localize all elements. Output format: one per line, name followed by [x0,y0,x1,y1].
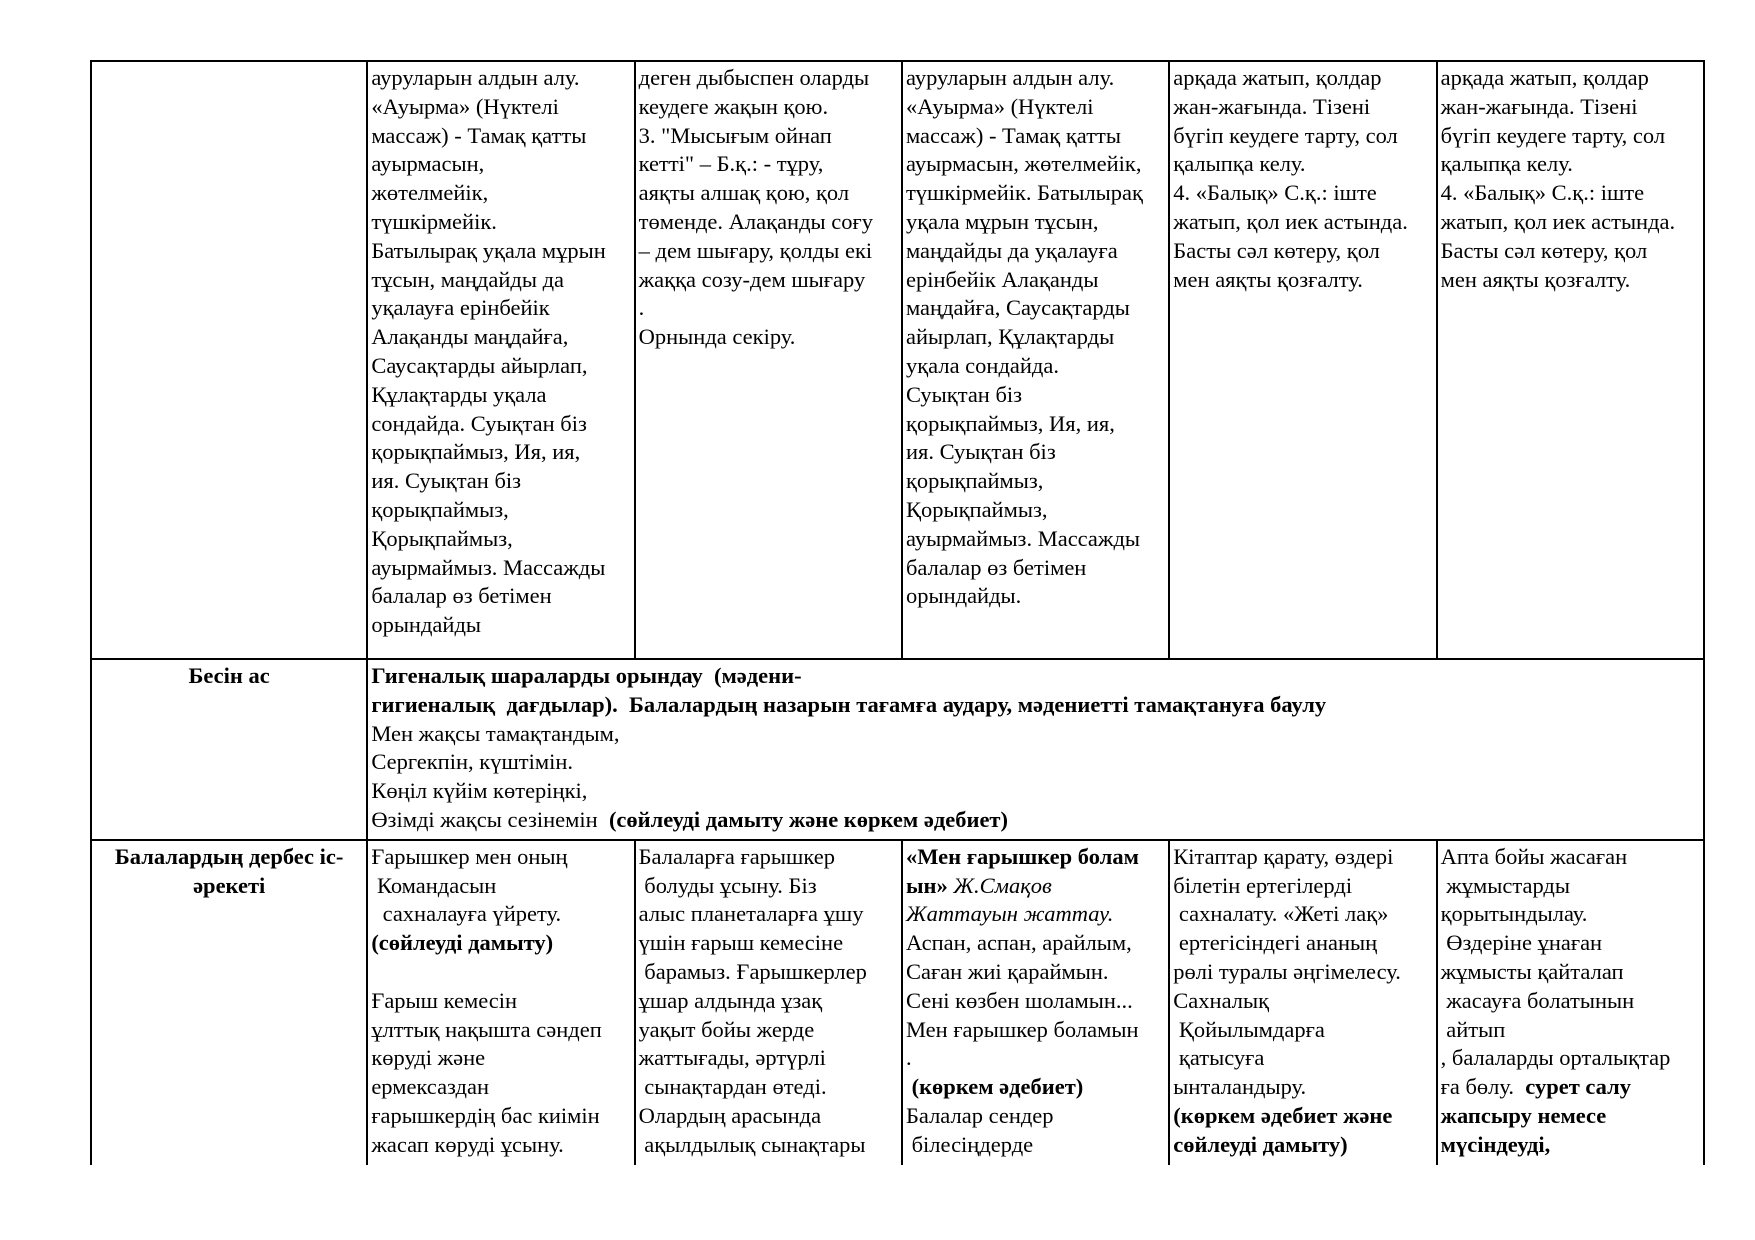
text-line: Қойылымдарға [1173,1016,1325,1042]
text-line: жасап көруді ұсыну. [371,1131,564,1157]
text-line: қалыпқа келу. [1440,151,1573,177]
text-line: Қорықпаймыз, [905,496,1048,522]
text-line: жан-жағында. Тізені [1173,93,1371,119]
text-line: арқада жатып, қолдар [1440,65,1649,90]
text-line: білетін ертегілерді [1173,872,1353,898]
text-line: қалыпқа келу. [1173,151,1306,177]
text-line: ауруларын алдын алу. [371,65,580,90]
text-line: орындайды [371,612,482,638]
text-line: жасауға болатынын [1440,987,1635,1013]
cell-tuesday [635,61,902,659]
text-line: ертегісіндегі ананың [1173,930,1378,956]
text-line: алыс планеталарға ұшу [638,901,864,927]
poem-line: Аспан, аспан, арайлым, [905,930,1132,956]
text-line: уақыт бойы жерде [638,1016,815,1042]
text-line: жан-жағында. Тізені [1440,93,1638,119]
text-line: уқалауға ерінбейік [371,295,550,321]
text-line: ауырмаймыз. Массажды [905,525,1141,551]
text-line: Кітаптар қарату, өздері [1173,843,1394,869]
text-line: орындайды. [905,583,1022,609]
text-line: Құлақтарды уқала [371,381,547,407]
text-line: «Ауырма» (Нүктелі [371,93,559,119]
text-line: Командасын [371,872,497,898]
text-line: үшін ғарыш кемесіне [638,930,844,956]
text-line: – дем шығару, қолды екі [638,237,873,263]
text-line: Қорықпаймыз, [371,525,513,551]
text-line: түшкірмейік. Батылырақ [905,180,1143,206]
table-row [91,659,1704,840]
text-line: Басты сәл көтеру, қол [1440,237,1648,263]
text-line: балалар өз бетімен [905,554,1087,580]
text-line: ғарышкердің бас киімін [371,1102,600,1128]
text-line: Апта бойы жасаған [1440,843,1628,869]
text-line: балалар өз бетімен [371,583,552,609]
text-line: Гигеналық шараларды орындау (мәдени- [371,663,802,688]
cell-thursday [1169,840,1436,1165]
text-line: деген дыбыспен оларды [638,65,870,90]
text-line: жұмыстарды [1440,872,1570,898]
text-line: барамыз. Ғарышкерлер [638,958,867,984]
text-line: ауырмасын, [371,151,485,177]
text-line: кеудеге жақын қою. [638,93,829,119]
cell-friday [1437,840,1704,1165]
text-line: мен аяқты қозғалту. [1440,266,1631,292]
text-line: сондайда. Суықтан біз [371,410,587,436]
cell-tuesday [635,840,902,1165]
text-line: Сахналық [1173,987,1270,1013]
text-line: тұсын, маңдайды да [371,266,565,292]
text-line: массаж) - Тамақ қатты [905,122,1121,148]
cell-monday [367,61,634,659]
text-line: сынақтардан өтеді. [638,1074,827,1100]
poem-title-end: ын» [905,872,948,898]
text-line: ия. Суықтан біз [905,439,1056,465]
poem-line: Мен жақсы тамақтандым, [371,720,620,746]
text-line: бүгіп кеудеге тарту, сол [1173,122,1398,148]
text-line: 3. "Мысығым ойнап [638,122,832,148]
subject-tag: (сөйлеуді дамыту) [371,930,554,956]
table-row [91,840,1704,1165]
text-line: ия. Суықтан біз [371,468,522,494]
subject-tag: (сөйлеуді дамыту және көркем әдебиет) [608,806,1008,832]
poem-line: Көңіл күйім көтеріңкі, [371,778,588,804]
text-line: ұшар алдында ұзақ [638,987,823,1013]
text-line: көруді және [371,1045,486,1071]
text-line: Балалар сендер [905,1102,1054,1128]
text-line: қорықпаймыз, [371,496,509,522]
text-line: әрекеті [193,872,266,898]
text-line: айтып [1440,1016,1506,1042]
subject-tag: (көркем әдебиет) [905,1074,1084,1100]
text-line: жаққа созу-дем шығару [638,266,866,292]
text-line: уқала мұрын тұсын, [905,208,1099,234]
text-line: Суықтан біз [905,381,1023,407]
cell-wednesday [902,61,1169,659]
text-line: жөтелмейік, [371,180,489,206]
text-line: Алақанды маңдайға, [371,324,569,350]
poem-line: . [905,1045,912,1071]
text-line: бүгіп кеудеге тарту, сол [1440,122,1666,148]
text-line: арқада жатып, қолдар [1173,65,1382,90]
text-line: уқала сондайда. [905,352,1059,378]
text-line: төменде. Алақанды соғу [638,208,874,234]
poem-line: Саған жиі қараймын. [905,958,1109,984]
table-row [91,61,1704,659]
daily-plan-table [90,60,1705,1165]
poem-title: «Мен ғарышкер болам [905,843,1139,869]
text-line: ауырмаймыз. Массажды [371,554,606,580]
text-line: жатып, қол иек астында. [1440,208,1676,234]
text-line: мен аяқты қозғалту. [1173,266,1363,292]
poem-title-line [906,872,1165,901]
subject-tag: (көркем әдебиет және [1173,1102,1393,1128]
text-line: рөлі туралы әңгімелесу. [1173,958,1401,984]
text-line: болуды ұсыну. Біз [638,872,817,898]
subject-tag: жапсыру немесе [1440,1102,1607,1128]
subject-tag: сөйлеуді дамыту) [1173,1131,1348,1157]
text-line: Балалардың дербес іс- [114,843,344,869]
text-fragment: ға бөлу. [1440,1074,1526,1100]
cell-thursday [1169,61,1436,659]
text-line: Басты сәл көтеру, қол [1173,237,1380,263]
poem-line: Сергекпін, күштімін. [371,749,574,775]
text-line: ынталандыру. [1173,1074,1307,1100]
text-line: 4. «Балық» С.қ.: іште [1440,180,1645,206]
text-line: Орнында секіру. [638,324,796,350]
text-line: Балаларға ғарышкер [638,843,835,869]
cell-friday [1437,61,1704,659]
text-line: түшкірмейік. [371,208,497,234]
text-line: маңдайға, Саусақтарды [905,295,1130,321]
text-line: гигиеналық дағдылар). Балалардың назарын тағамға аудару, мәдениетті тамақтануға баулу [371,691,1327,717]
poem-author: Ж.Смақов [947,872,1052,898]
text-line: қорықпаймыз, Ия, ия, [905,410,1115,436]
row-label-independent-activity [91,840,367,1165]
text-line: массаж) - Тамақ қатты [371,122,587,148]
text-line: жаттығады, әртүрлі [638,1045,826,1071]
text-line: ауруларын алдын алу. [905,65,1115,90]
text-line: қорытындылау. [1440,901,1588,927]
text-line: қорықпаймыз, [905,468,1044,494]
text-line: кетті" – Б.қ.: - тұру, [638,151,824,177]
row-label-afternoon-snack: Бесін ас [91,659,367,840]
text-line: Ғарышкер мен оның [371,843,568,869]
text-line: Батылырақ уқала мұрын [371,237,606,263]
text-line: Жаттауын жаттау. [905,901,1114,927]
text-line [1441,1073,1700,1102]
text-line: ұлттық нақышта сәндеп [371,1016,602,1042]
cell-afternoon-snack [367,659,1704,840]
text-line: білесіңдерде [905,1131,1034,1157]
text-line: Саусақтарды айырлап, [371,352,588,378]
text-line: сахналату. «Жеті лақ» [1173,901,1389,927]
text-line: 4. «Балық» С.қ.: іште [1173,180,1377,206]
blank-line [371,958,630,987]
poem-text: Өзімді жақсы сезінемін [371,806,609,832]
text-line: ақылдылық сынақтары [638,1131,866,1157]
cell-wednesday [902,840,1169,1165]
text-line: ерінбейік Алақанды [905,266,1099,292]
text-line: айырлап, Құлақтарды [905,324,1115,350]
text-line: ауырмасын, жөтелмейік, [905,151,1142,177]
row-label-empty [91,61,367,659]
subject-tag: сурет салу [1525,1074,1631,1100]
text-line: қорықпаймыз, Ия, ия, [371,439,581,465]
text-line: сахналауға үйрету. [371,901,562,927]
text-line: маңдайды да уқалауға [905,237,1118,263]
text-line: «Ауырма» (Нүктелі [905,93,1094,119]
cell-monday [367,840,634,1165]
text-line: жатып, қол иек астында. [1173,208,1408,234]
text-line: Өздеріне ұнаған [1440,930,1603,956]
text-line: аяқты алшақ қою, қол [638,180,850,206]
text-line: . [638,295,645,321]
text-line: қатысуға [1173,1045,1265,1071]
text-line: , балаларды орталықтар [1440,1045,1671,1071]
text-line: Ғарыш кемесін [371,987,518,1013]
poem-line: Мен ғарышкер боламын [905,1016,1139,1042]
poem-line [371,806,1700,835]
text-line: ермексаздан [371,1074,490,1100]
text-line: жұмысты қайталап [1440,958,1624,984]
text-line: Олардың арасында [638,1102,822,1128]
poem-line: Сені көзбен шоламын... [905,987,1133,1013]
subject-tag: мүсіндеуді, [1440,1131,1551,1157]
